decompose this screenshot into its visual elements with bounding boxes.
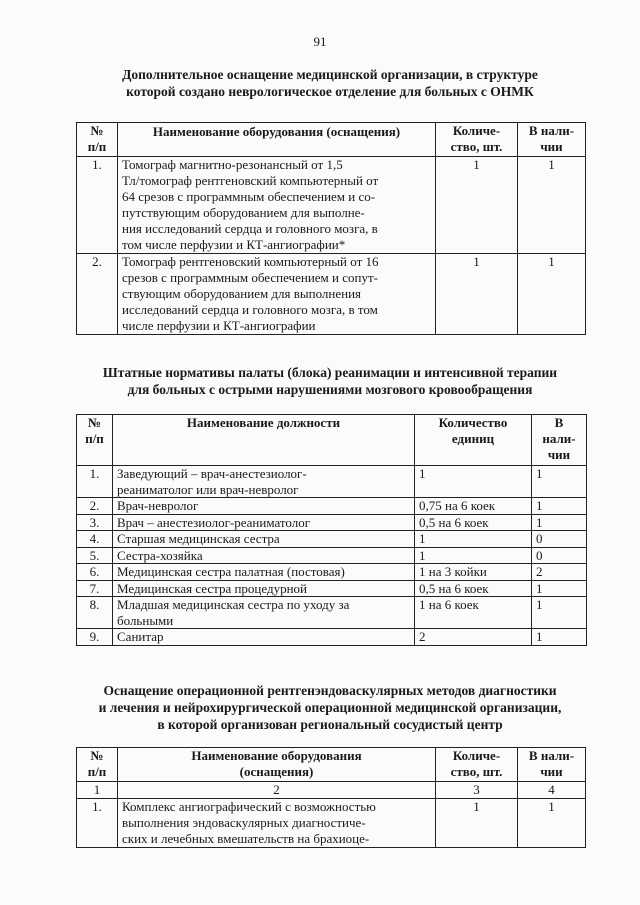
row-avail: 1 — [518, 799, 586, 848]
section2-title-line: для больных с острыми нарушениями мозгового кровообращения — [127, 382, 533, 397]
table-header-row — [77, 415, 587, 466]
table-row — [77, 799, 586, 848]
row-avail: 1 — [532, 580, 587, 597]
table-row — [77, 580, 587, 597]
page-number: 91 — [313, 34, 327, 49]
row-num: 1. — [77, 466, 113, 498]
row-num: 6. — [77, 564, 113, 581]
row-name: Заведующий – врач-анестезиолог- реаниматолог или врач-невролог — [113, 466, 415, 498]
section1-title-line: которой создано неврологическое отделение для больных с ОНМК — [126, 84, 534, 99]
table-row — [77, 564, 587, 581]
row-qty: 1 на 3 койки — [415, 564, 532, 581]
row-name: Санитар — [113, 629, 415, 646]
row-name: Старшая медицинская сестра — [113, 531, 415, 548]
table-header-row — [77, 748, 586, 782]
equipment-table-1 — [76, 122, 586, 335]
row-num: 1. — [77, 799, 118, 848]
section3-title-line: Оснащение операционной рентгенэндоваскулярных методов диагностики — [103, 683, 557, 698]
row-qty: 0,5 на 6 коек — [415, 580, 532, 597]
section2-title-line: Штатные нормативы палаты (блока) реанимации и интенсивной терапии — [102, 365, 558, 380]
section3-title-line: в которой организован региональный сосудистый центр — [157, 717, 503, 732]
row-name: Комплекс ангиографический с возможностью выполнения эндоваскулярных диагностиче- ских и лечебных вмешательств на брахиоце- — [118, 799, 436, 848]
header-qty: Количество единиц — [415, 415, 532, 466]
row-qty: 1 — [436, 799, 518, 848]
section1-title-line: Дополнительное оснащение медицинской организации, в структуре — [122, 67, 538, 82]
table-row — [77, 597, 587, 629]
row-avail: 2 — [532, 564, 587, 581]
row-avail: 0 — [532, 531, 587, 548]
header-avail: В нали- чии — [518, 123, 586, 157]
row-name: Медицинская сестра процедурной — [113, 580, 415, 597]
row-avail: 1 — [532, 514, 587, 531]
table-row — [77, 466, 587, 498]
index-cell: 1 — [77, 782, 118, 799]
header-avail: В нали- чии — [532, 415, 587, 466]
table-row — [77, 157, 586, 254]
index-cell: 4 — [518, 782, 586, 799]
row-qty: 2 — [415, 629, 532, 646]
index-cell: 2 — [118, 782, 436, 799]
row-avail: 1 — [532, 629, 587, 646]
row-num: 7. — [77, 580, 113, 597]
table-row — [77, 514, 587, 531]
row-qty: 1 — [415, 531, 532, 548]
table-row — [77, 254, 586, 335]
row-name: Младшая медицинская сестра по уходу за больными — [113, 597, 415, 629]
table-row — [77, 629, 587, 646]
row-avail: 1 — [518, 157, 586, 254]
header-num: № п/п — [77, 748, 118, 782]
index-cell: 3 — [436, 782, 518, 799]
row-num: 4. — [77, 531, 113, 548]
index-row — [77, 782, 586, 799]
table-header-row — [77, 123, 586, 157]
row-avail: 1 — [532, 597, 587, 629]
row-avail: 1 — [532, 498, 587, 515]
row-avail: 0 — [532, 547, 587, 564]
header-avail: В нали- чии — [518, 748, 586, 782]
row-num: 2. — [77, 498, 113, 515]
row-name: Медицинская сестра палатная (постовая) — [113, 564, 415, 581]
header-num: № п/п — [77, 415, 113, 466]
row-num: 8. — [77, 597, 113, 629]
row-qty: 0,75 на 6 коек — [415, 498, 532, 515]
table-row — [77, 498, 587, 515]
row-avail: 1 — [532, 466, 587, 498]
section3-title — [60, 682, 600, 733]
header-name: Наименование оборудования (оснащения) — [118, 748, 436, 782]
row-num: 1. — [77, 157, 118, 254]
row-num: 9. — [77, 629, 113, 646]
row-qty: 1 — [415, 466, 532, 498]
table-row — [77, 547, 587, 564]
row-qty: 1 — [436, 254, 518, 335]
header-qty: Количе- ство, шт. — [436, 123, 518, 157]
row-name: Врач-невролог — [113, 498, 415, 515]
staff-table — [76, 414, 587, 646]
header-name: Наименование оборудования (оснащения) — [118, 123, 436, 157]
row-avail: 1 — [518, 254, 586, 335]
header-qty: Количе- ство, шт. — [436, 748, 518, 782]
row-name: Сестра-хозяйка — [113, 547, 415, 564]
row-num: 2. — [77, 254, 118, 335]
section1-title — [60, 66, 600, 100]
row-num: 5. — [77, 547, 113, 564]
header-num: № п/п — [77, 123, 118, 157]
header-name: Наименование должности — [113, 415, 415, 466]
equipment-table-2 — [76, 747, 586, 848]
row-name: Томограф магнитно-резонансный от 1,5 Тл/томограф рентгеновский компьютерный от 64 срезов с программным обеспечением и со- путствующим оборудованием для выполне- ния исследований сердца и головного мозга, в том числе перфузии и КТ-ангиографии* — [118, 157, 436, 254]
table-row — [77, 531, 587, 548]
row-qty: 1 — [436, 157, 518, 254]
row-name: Врач – анестезиолог-реаниматолог — [113, 514, 415, 531]
section2-title — [60, 364, 600, 398]
row-num: 3. — [77, 514, 113, 531]
row-qty: 1 на 6 коек — [415, 597, 532, 629]
row-name: Томограф рентгеновский компьютерный от 16 срезов с программным обеспечением и сопут- ствующим оборудованием для выполнения исследований сердца и головного мозга, в том числе перфузии и КТ-ангиографии — [118, 254, 436, 335]
row-qty: 0,5 на 6 коек — [415, 514, 532, 531]
section3-title-line: и лечения и нейрохирургической операционной медицинской организации, — [98, 700, 562, 715]
row-qty: 1 — [415, 547, 532, 564]
